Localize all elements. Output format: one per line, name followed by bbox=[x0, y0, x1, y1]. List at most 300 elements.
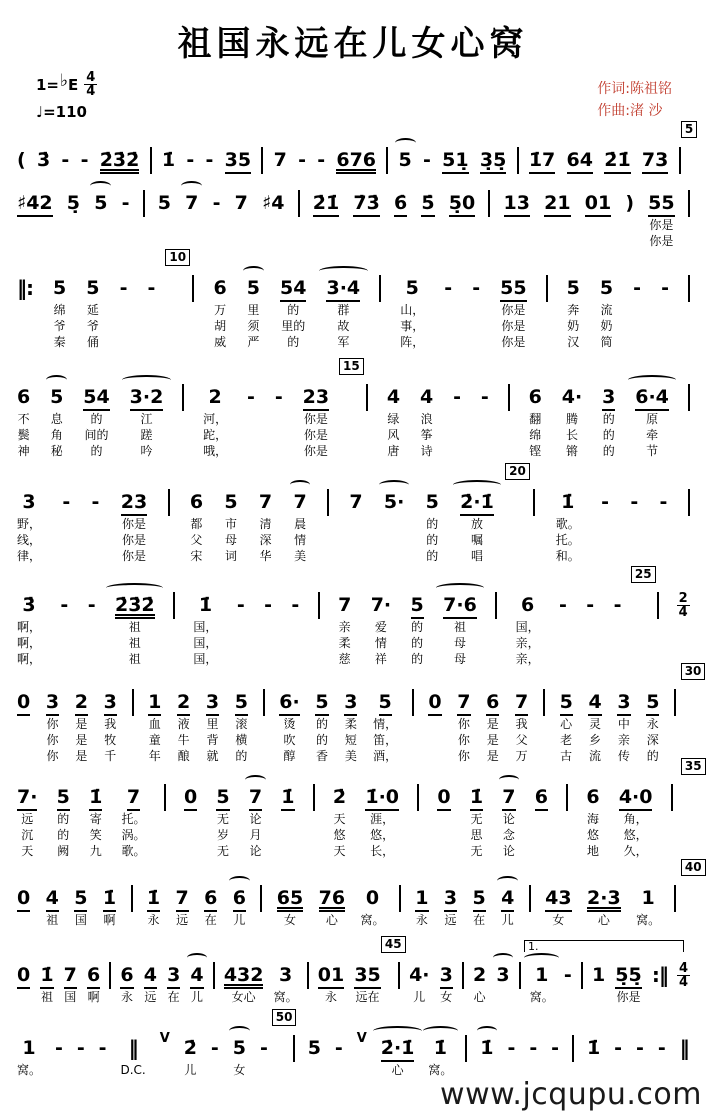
lyric-syllable: 蹉 bbox=[140, 428, 153, 442]
barline bbox=[298, 190, 300, 217]
lyric-syllable: 论 bbox=[249, 812, 262, 826]
note-cell bbox=[515, 592, 541, 667]
lyric-syllable: 永 bbox=[121, 990, 134, 1004]
note-value: 0 bbox=[184, 784, 197, 811]
lyric-syllable: 女 bbox=[233, 1063, 246, 1077]
note-value: 35 bbox=[354, 962, 380, 989]
lyric-syllable: 锵 bbox=[565, 444, 578, 458]
note-value: 1̇ bbox=[161, 149, 176, 171]
note-value: 3̣5̣ bbox=[480, 147, 506, 174]
note-cell bbox=[16, 962, 31, 989]
note-cell bbox=[85, 275, 100, 350]
note-value: 2·3 bbox=[587, 885, 621, 912]
note-cell bbox=[585, 592, 595, 619]
slur-arc bbox=[499, 775, 520, 785]
note-cell bbox=[159, 1031, 171, 1053]
note-value: 1̇·0 bbox=[365, 784, 399, 811]
note-cell bbox=[558, 592, 568, 619]
lyric-syllable: 涡。 bbox=[121, 828, 146, 842]
note-value: 5 bbox=[246, 277, 260, 299]
note-value: 4 bbox=[588, 689, 601, 716]
lyric-syllable: 你 bbox=[457, 749, 470, 763]
lyric-syllable: 窝。 bbox=[17, 1063, 42, 1077]
lyric-syllable: 的 bbox=[90, 444, 103, 458]
note-value: 01 bbox=[318, 962, 344, 989]
lyric-syllable: 风 bbox=[387, 428, 400, 442]
lyric-syllable: 宋 bbox=[190, 549, 203, 563]
note-value: 2̇ bbox=[332, 786, 347, 808]
measure-marker: 40 bbox=[681, 859, 706, 876]
lyric-syllable: 悠 bbox=[333, 828, 346, 842]
lyric-syllable: 沉 bbox=[21, 828, 34, 842]
barline bbox=[131, 885, 133, 912]
barline bbox=[398, 962, 400, 989]
lyric-syllable: 地 bbox=[586, 844, 599, 858]
note-cell bbox=[561, 384, 583, 459]
lyric-syllable: 深 bbox=[259, 533, 272, 547]
note-value: 1̇ bbox=[89, 784, 102, 811]
note-cell bbox=[325, 275, 361, 350]
measure-marker: 50 bbox=[272, 1009, 297, 1026]
measure-marker: 10 bbox=[165, 249, 190, 266]
note-value: 5 bbox=[235, 689, 248, 716]
lyric-syllable: 滚 bbox=[235, 717, 248, 731]
note-cell bbox=[514, 689, 529, 764]
barline bbox=[150, 147, 152, 174]
lyric-syllable: 的 bbox=[646, 749, 659, 763]
note-value: 7 bbox=[258, 491, 273, 513]
note-value: - bbox=[529, 1037, 538, 1059]
note-value: - bbox=[563, 964, 572, 986]
lyric-syllable: 鬓 bbox=[17, 428, 30, 442]
note-cell bbox=[337, 592, 352, 667]
lyric-syllable: 都 bbox=[190, 517, 203, 531]
lyric-syllable: 祖 bbox=[40, 990, 53, 1004]
note-value: 6 bbox=[204, 885, 217, 912]
score-line bbox=[16, 464, 690, 564]
note-value: 7 bbox=[127, 784, 140, 811]
lyric-syllable: 窝。 bbox=[529, 990, 554, 1004]
meter bbox=[84, 71, 97, 98]
lyric-syllable: 亲 bbox=[338, 620, 351, 634]
barline bbox=[508, 384, 510, 411]
lyric-syllable: 年 bbox=[148, 749, 161, 763]
lyric-syllable: 母 bbox=[453, 636, 466, 650]
lyric-syllable: 女心 bbox=[231, 990, 256, 1004]
lyric-syllable: 华 bbox=[259, 549, 272, 563]
lyric-syllable: 思 bbox=[470, 828, 483, 842]
lyric-syllable: 是 bbox=[486, 749, 499, 763]
note-value: 2̇ bbox=[183, 1037, 197, 1059]
slur-arc bbox=[245, 775, 266, 785]
lyric-syllable: 远 bbox=[176, 913, 189, 927]
note-value: 4· bbox=[409, 964, 430, 986]
note-value: 6 bbox=[233, 885, 246, 912]
lyric-syllable: 乡 bbox=[589, 733, 602, 747]
note-value: 1 bbox=[148, 689, 161, 716]
lyric-syllable: 奶 bbox=[567, 319, 580, 333]
note-value: 3 bbox=[444, 885, 457, 912]
barline bbox=[109, 962, 111, 989]
score-line bbox=[16, 860, 702, 928]
note-value: 3 bbox=[617, 689, 630, 716]
lyric-syllable: 你是 bbox=[121, 517, 146, 531]
note-value: 4 bbox=[501, 885, 514, 912]
score-line bbox=[16, 759, 702, 859]
lyric-syllable: 腾 bbox=[565, 412, 578, 426]
lyric-syllable: 醇 bbox=[283, 749, 296, 763]
barline bbox=[386, 147, 388, 174]
lyric-syllable: 父 bbox=[190, 533, 203, 547]
score-line bbox=[16, 190, 690, 249]
lyric-syllable: 是 bbox=[486, 717, 499, 731]
note-value: 6 bbox=[87, 962, 100, 989]
note-cell bbox=[120, 1035, 147, 1078]
note-value: 5 bbox=[411, 592, 424, 619]
slur-arc bbox=[524, 953, 559, 963]
lyric-syllable: 儿 bbox=[191, 990, 204, 1004]
note-cell bbox=[624, 190, 635, 217]
note-value: - bbox=[91, 491, 100, 513]
lyric-syllable: 你是 bbox=[501, 303, 526, 317]
lyric-syllable: 你是 bbox=[121, 533, 146, 547]
lyric-syllable: 里 bbox=[247, 303, 260, 317]
slur-arc bbox=[379, 480, 410, 490]
note-cell bbox=[129, 384, 165, 459]
lyric-syllable: 你是 bbox=[121, 549, 146, 563]
note-cell bbox=[224, 147, 252, 174]
barline bbox=[517, 147, 519, 174]
note-cell bbox=[555, 489, 581, 564]
lyric-syllable: 俑 bbox=[86, 335, 99, 349]
note-value: 4· bbox=[561, 386, 583, 408]
barline bbox=[168, 489, 170, 516]
barline bbox=[543, 689, 545, 716]
lyric-syllable: 的 bbox=[57, 812, 70, 826]
lyric-syllable: 万 bbox=[214, 303, 227, 317]
note-cell bbox=[166, 962, 181, 1005]
measure-marker: 15 bbox=[339, 358, 364, 375]
key-prefix: 1= bbox=[36, 75, 60, 94]
note-cell bbox=[176, 689, 191, 764]
note-cell bbox=[49, 384, 64, 459]
barline bbox=[671, 784, 673, 811]
lyric-syllable: 啊 bbox=[103, 913, 116, 927]
note-value: 3̇ bbox=[36, 149, 51, 171]
lyric-syllable: 香 bbox=[315, 749, 328, 763]
note-value: 7 bbox=[515, 689, 528, 716]
lyric-syllable: 啊， bbox=[17, 652, 42, 666]
note-value: 3·2 bbox=[130, 384, 164, 411]
lyric-syllable: 万 bbox=[515, 749, 528, 763]
lyric-syllable: 窝。 bbox=[428, 1063, 453, 1077]
note-cell bbox=[566, 275, 581, 350]
note-cell bbox=[234, 689, 249, 764]
barline bbox=[307, 962, 309, 989]
lyric-syllable: 绿 bbox=[387, 412, 400, 426]
barline bbox=[566, 784, 568, 811]
lyric-syllable: 亲， bbox=[515, 652, 540, 666]
lyric-syllable: 在 bbox=[473, 913, 486, 927]
note-cell bbox=[529, 962, 555, 1005]
lyric-syllable: 市 bbox=[224, 517, 237, 531]
lyric-syllable: 短 bbox=[344, 733, 357, 747]
lyric-syllable: 里的 bbox=[281, 319, 306, 333]
note-value: 1̇ bbox=[480, 1037, 494, 1059]
note-cell bbox=[59, 592, 69, 619]
lyric-syllable: 野， bbox=[17, 517, 42, 531]
slur-arc bbox=[373, 1026, 422, 1036]
lyric-syllable: 国 bbox=[64, 990, 77, 1004]
note-cell bbox=[563, 962, 573, 989]
note-value: 13 bbox=[504, 190, 530, 217]
note-cell bbox=[74, 689, 89, 764]
note-cell bbox=[312, 190, 340, 217]
barline bbox=[417, 784, 419, 811]
barline bbox=[173, 592, 175, 619]
lyric-syllable: 原 bbox=[646, 412, 659, 426]
sheet-music-page bbox=[0, 16, 706, 1118]
measure-marker: 20 bbox=[505, 463, 530, 480]
lyric-syllable: 的 bbox=[90, 412, 103, 426]
note-cell bbox=[503, 190, 531, 217]
note-value: 1 bbox=[22, 1037, 36, 1059]
lyric-syllable: 悠， bbox=[370, 828, 395, 842]
note-value: 5 bbox=[560, 689, 573, 716]
note-cell bbox=[599, 275, 614, 350]
note-cell bbox=[119, 275, 129, 302]
note-cell bbox=[91, 489, 101, 516]
lyric-syllable: 是 bbox=[75, 717, 88, 731]
barline bbox=[488, 190, 490, 217]
note-value: 64 bbox=[567, 147, 593, 174]
score-line bbox=[16, 664, 702, 764]
lyric-syllable: 不 bbox=[17, 412, 30, 426]
note-cell bbox=[258, 489, 273, 564]
note-cell bbox=[334, 1035, 344, 1062]
lyric-syllable: 酿 bbox=[177, 749, 190, 763]
note-cell bbox=[183, 1035, 198, 1078]
note-cell bbox=[422, 147, 432, 174]
note-cell bbox=[660, 275, 670, 302]
measure-marker: 30 bbox=[681, 663, 706, 680]
lyric-syllable: 的 bbox=[315, 717, 328, 731]
note-cell bbox=[261, 190, 285, 217]
note-value: 6 bbox=[486, 689, 499, 716]
lyric-syllable: 哦， bbox=[203, 444, 228, 458]
note-cell bbox=[635, 1035, 645, 1062]
lyric-syllable: 爷 bbox=[86, 319, 99, 333]
lyric-syllable: 父 bbox=[515, 733, 528, 747]
note-value: - bbox=[633, 277, 642, 299]
time-signature-denominator: 4 bbox=[678, 605, 688, 620]
lyric-syllable: 嘱 bbox=[471, 533, 484, 547]
barline bbox=[318, 592, 320, 619]
note-cell bbox=[98, 1035, 108, 1062]
lyric-syllable: 阵， bbox=[400, 335, 425, 349]
lyric-syllable: 窝。 bbox=[273, 990, 298, 1004]
time-signature bbox=[677, 962, 690, 989]
note-value: - bbox=[423, 149, 431, 171]
lyric-syllable: 国， bbox=[193, 636, 218, 650]
note-cell bbox=[16, 147, 27, 174]
song-title: 祖国永远在儿女心窝 bbox=[177, 24, 529, 64]
barline bbox=[533, 489, 535, 516]
lyric-syllable: 须 bbox=[247, 319, 260, 333]
note-cell bbox=[52, 275, 67, 350]
note-value: 7̇3̇ bbox=[353, 190, 379, 217]
note-cell bbox=[443, 275, 453, 302]
lyric-syllable: 阙 bbox=[57, 844, 70, 858]
note-value: 43 bbox=[545, 885, 571, 912]
note-value: 1̇ bbox=[586, 1037, 601, 1059]
note-value: 5 bbox=[50, 386, 64, 408]
lyric-syllable: 牧 bbox=[104, 733, 117, 747]
note-cell bbox=[601, 384, 616, 459]
note-cell bbox=[613, 1035, 623, 1062]
slur-arc bbox=[243, 266, 264, 276]
note-cell bbox=[16, 275, 34, 302]
note-value: 7 bbox=[502, 784, 515, 811]
note-value: 5 bbox=[232, 1037, 246, 1059]
note-cell bbox=[528, 147, 556, 174]
note-value: - bbox=[334, 1037, 343, 1059]
barline bbox=[143, 190, 145, 217]
credits bbox=[597, 79, 672, 122]
note-value: 3 bbox=[496, 964, 510, 986]
key-signature-block bbox=[36, 71, 97, 121]
note-value: - bbox=[601, 491, 609, 513]
lyric-syllable: 的 bbox=[426, 533, 439, 547]
composer-credit: 作曲:渚 沙 bbox=[597, 102, 663, 119]
lyric-syllable: 简 bbox=[600, 335, 613, 349]
note-value: 5 bbox=[646, 689, 659, 716]
note-value: 6· bbox=[279, 689, 299, 716]
note-value: 0 bbox=[428, 689, 441, 716]
note-value: 5 bbox=[473, 885, 486, 912]
barline bbox=[674, 689, 676, 716]
barline bbox=[688, 384, 690, 411]
note-value: - bbox=[76, 1037, 85, 1059]
note-value: 1 bbox=[641, 887, 655, 909]
note-value: 7 bbox=[349, 491, 363, 513]
note-cell bbox=[73, 885, 88, 928]
lyric-syllable: 流 bbox=[600, 303, 613, 317]
time-signature-denominator: 4 bbox=[678, 975, 688, 990]
lyric-syllable: 的 bbox=[426, 549, 439, 563]
lyric-syllable: 女 bbox=[552, 913, 565, 927]
note-cell bbox=[544, 885, 572, 928]
note-value: 5̣5̣ bbox=[615, 962, 641, 989]
note-cell bbox=[501, 784, 516, 859]
note-cell bbox=[506, 1035, 516, 1062]
note-cell bbox=[657, 1035, 667, 1062]
note-cell bbox=[234, 190, 249, 217]
lyric-syllable: 母 bbox=[453, 652, 466, 666]
note-value: 5 bbox=[86, 277, 100, 299]
first-ending-bracket: 1. bbox=[524, 940, 684, 952]
note-value: - bbox=[186, 149, 195, 171]
note-cell bbox=[212, 190, 222, 217]
note-value: 7 bbox=[234, 192, 248, 214]
lyric-syllable: 群 bbox=[337, 303, 350, 317]
note-cell bbox=[393, 190, 408, 217]
note-value: - bbox=[657, 1037, 666, 1059]
note-cell bbox=[586, 885, 622, 928]
score-line bbox=[16, 567, 690, 667]
lyric-syllable: 间的 bbox=[84, 428, 109, 442]
lyric-syllable: 儿 bbox=[413, 990, 426, 1004]
barline bbox=[657, 592, 659, 619]
note-value: - bbox=[62, 491, 71, 513]
lyric-syllable: 美 bbox=[294, 549, 307, 563]
note-value: 3·4 bbox=[326, 275, 360, 302]
note-value: - bbox=[236, 594, 245, 616]
note-cell bbox=[45, 885, 60, 928]
note-cell bbox=[302, 384, 330, 459]
note-value: 55 bbox=[648, 190, 674, 217]
note-cell bbox=[45, 689, 60, 764]
barline bbox=[263, 689, 265, 716]
lyric-syllable: 晨 bbox=[294, 517, 307, 531]
note-value: 1 bbox=[415, 885, 428, 912]
note-value: - bbox=[613, 594, 622, 616]
slur-arc bbox=[628, 375, 677, 385]
lyric-syllable: 延 bbox=[86, 303, 99, 317]
lyric-syllable: 唐 bbox=[387, 444, 400, 458]
note-value: 23 bbox=[121, 489, 147, 516]
note-cell bbox=[297, 147, 307, 174]
score-line bbox=[16, 1010, 690, 1078]
note-cell bbox=[16, 190, 54, 217]
lyric-syllable: 的 bbox=[426, 517, 439, 531]
lyric-syllable: 女 bbox=[440, 990, 453, 1004]
lyric-syllable: 童 bbox=[148, 733, 161, 747]
note-cell bbox=[427, 1035, 453, 1078]
note-cell bbox=[359, 885, 385, 928]
lyric-syllable: 情 bbox=[374, 636, 387, 650]
lyric-syllable: 的 bbox=[315, 733, 328, 747]
note-cell bbox=[629, 489, 639, 516]
breath-mark: V bbox=[356, 1031, 367, 1046]
note-cell bbox=[499, 275, 527, 350]
note-value: 7· bbox=[370, 594, 392, 616]
note-cell bbox=[248, 784, 263, 859]
note-value: 2̇·1̇ bbox=[460, 489, 494, 516]
slur-arc bbox=[229, 876, 250, 886]
lyric-syllable: 老 bbox=[560, 733, 573, 747]
note-value: 2 bbox=[473, 964, 487, 986]
lyric-syllable: 清 bbox=[259, 517, 272, 531]
barline bbox=[327, 489, 329, 516]
lyric-syllable: 窝。 bbox=[636, 913, 661, 927]
lyric-syllable: 亲， bbox=[515, 636, 540, 650]
measure-marker: 5 bbox=[681, 121, 697, 138]
lyric-syllable: 流 bbox=[589, 749, 602, 763]
note-cell bbox=[383, 489, 405, 516]
note-cell bbox=[459, 489, 495, 564]
lyric-syllable: 海 bbox=[586, 812, 599, 826]
note-cell bbox=[352, 190, 380, 217]
measure-marker: 35 bbox=[681, 758, 706, 775]
lyric-syllable: 放 bbox=[471, 517, 484, 531]
lyric-syllable: 是 bbox=[75, 733, 88, 747]
slur-arc bbox=[395, 138, 416, 148]
score-header bbox=[30, 69, 676, 135]
lyric-syllable: 祖 bbox=[453, 620, 466, 634]
lyric-syllable: 的 bbox=[411, 620, 424, 634]
note-cell bbox=[410, 592, 425, 667]
